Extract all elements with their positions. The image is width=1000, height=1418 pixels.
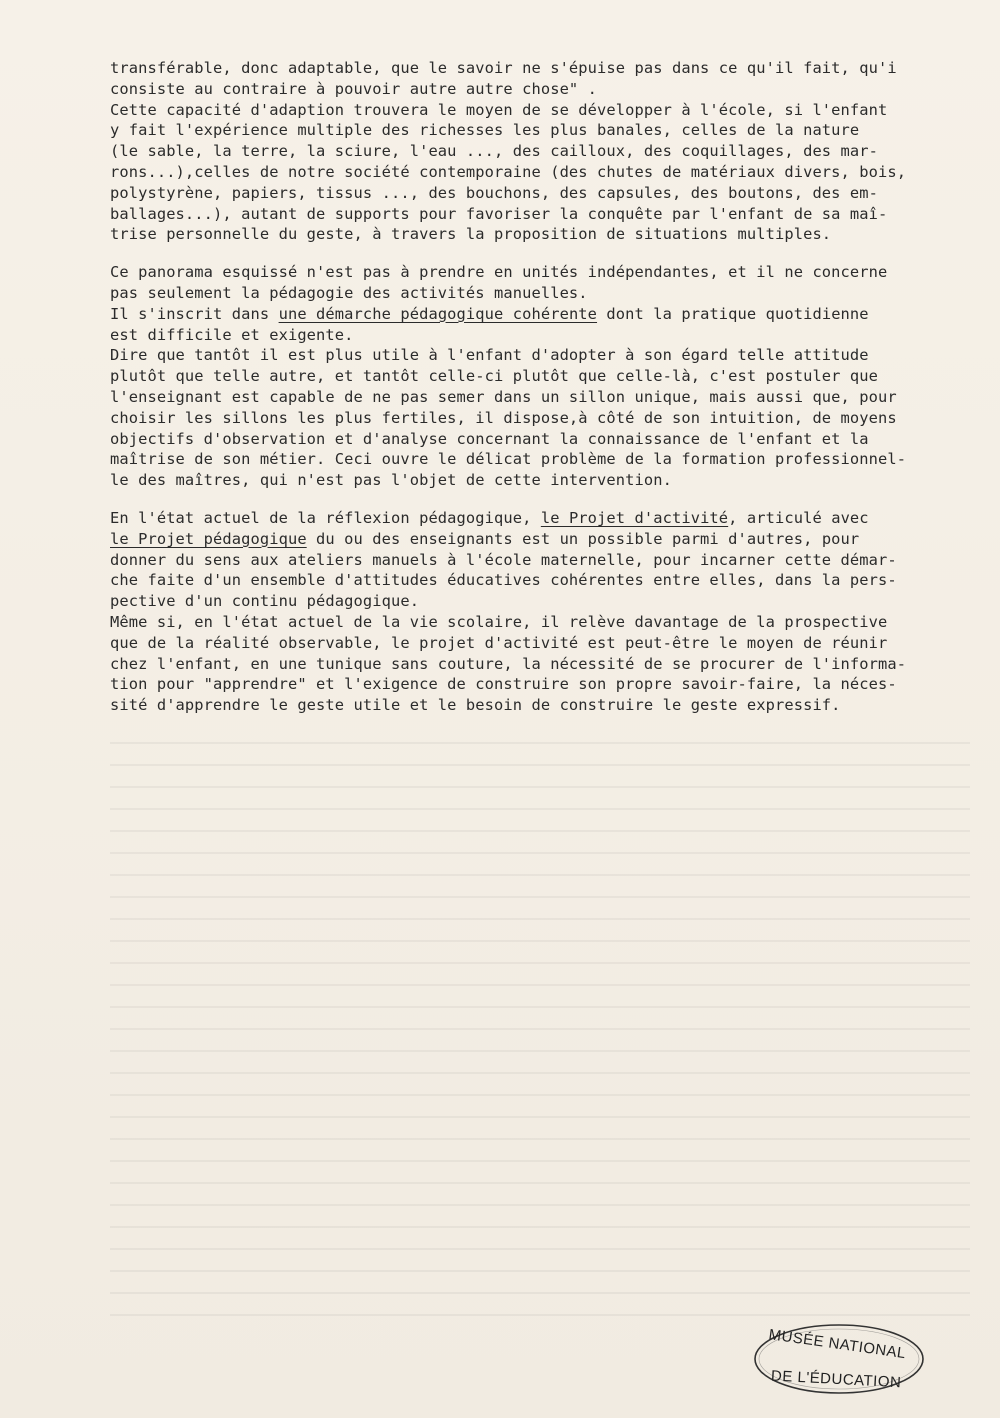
underlined-phrase: une démarche pédagogique cohérente [278,304,598,323]
text-line: Même si, en l'état actuel de la vie scolaire, il relève davantage de la prospective [110,612,888,631]
text-line: tion pour "apprendre" et l'exigence de construire son propre savoir-faire, la néces- [110,675,897,694]
text-line: pas seulement la pédagogie des activités manuelles. [110,283,588,302]
text-line: que de la réalité observable, le projet d'activité est peut-être le moyen de réunir [110,633,888,652]
text-line: donner du sens aux ateliers manuels à l'école maternelle, pour incarner cette démar- [110,550,897,569]
text-line: sité d'apprendre le geste utile et le besoin de construire le geste expressif. [110,696,841,715]
text-line: maîtrise de son métier. Ceci ouvre le délicat problème de la formation professionnel- [110,450,907,469]
text-line: Cette capacité d'adaption trouvera le moyen de se développer à l'école, si l'enfant [110,100,888,119]
text-line: choisir les sillons les plus fertiles, il dispose,à côté de son intuition, de moyens [110,408,897,427]
stamp-line-1: MUSÉE NATIONAL [767,1326,907,1363]
text-line: plutôt que telle autre, et tantôt celle-ci plutôt que celle-là, c'est postuler que [110,367,879,386]
text-line: Dire que tantôt il est plus utile à l'enfant d'adopter à son égard telle attitude [110,346,869,365]
text-line: est difficile et exigente. [110,325,354,344]
stamp-line-2: DE L'ÉDUCATION [770,1367,902,1392]
text-line: ballages...), autant de supports pour favoriser la conquête par l'enfant de sa maî- [110,204,888,223]
text-line: consiste au contraire à pouvoir autre autre chose" . [110,79,598,98]
text-line: polystyrène, papiers, tissus ..., des bouchons, des capsules, des boutons, des em- [110,183,879,202]
museum-stamp [752,1322,926,1396]
paragraph-gap [110,491,980,508]
text-line: transférable, donc adaptable, que le savoir ne s'épuise pas dans ce qu'il fait, qu'i [110,59,897,77]
text-line: objectifs d'observation et d'analyse concernant la connaissance de l'enfant et la [110,429,869,448]
text-line: Il s'inscrit dans une démarche pédagogique cohérente dont la pratique quotidienne [110,304,869,323]
show-through-text [110,730,970,1330]
text-line: che faite d'un ensemble d'attitudes éducatives cohérentes entre elles, dans la pers- [110,571,897,590]
underlined-phrase: le Projet pédagogique [110,529,307,548]
text-line: En l'état actuel de la réflexion pédagogique, le Projet d'activité, articulé avec [110,508,869,527]
text-line: l'enseignant est capable de ne pas semer dans un sillon unique, mais aussi que, pour [110,387,897,406]
text-line: Ce panorama esquissé n'est pas à prendre en unités indépendantes, et il ne concerne [110,263,888,282]
text-line: pective d'un continu pédagogique. [110,592,420,611]
paragraph-gap [110,245,980,262]
stamp-seal-icon [752,1322,926,1396]
text-line: chez l'enfant, en une tunique sans couture, la nécessité de se procurer de l'informa- [110,654,907,673]
text-line: y fait l'expérience multiple des richesses les plus banales, celles de la nature [110,121,860,140]
text-line: rons...),celles de notre société contemporaine (des chutes de matériaux divers, bois, [110,162,907,181]
text-line: trise personnelle du geste, à travers la proposition de situations multiples. [110,225,832,244]
typewritten-text [110,58,980,716]
text-line: le Projet pédagogique du ou des enseignants est un possible parmi d'autres, pour [110,529,860,548]
underlined-phrase: le Projet d'activité [540,508,729,527]
text-line: (le sable, la terre, la sciure, l'eau ..., des cailloux, des coquillages, des mar- [110,142,879,161]
text-line: le des maîtres, qui n'est pas l'objet de cette intervention. [110,471,672,490]
